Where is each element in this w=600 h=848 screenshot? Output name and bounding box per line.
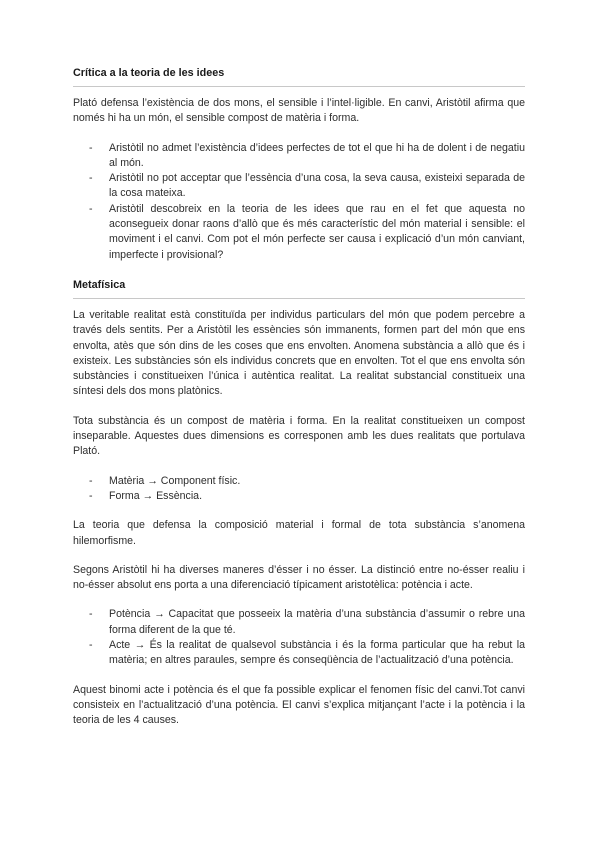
list-item: - Acte → És la realitat de qualsevol substància i és la forma particular que ha rebut la matèria; en altres paraules, sempre és conseqüència de l’actualització d’una potència. (89, 639, 525, 667)
bullet-marker: - (89, 608, 93, 621)
paragraph-substancia: Tota substància és un compost de matèria i forma. En la realitat constitueixen un compost inseparable. Aquestes dues dimensions es corresponen amb les dues realitats que portulava Plató. (73, 414, 525, 458)
heading-divider (73, 298, 525, 299)
list-item: - Forma → Essència. (73, 489, 525, 504)
bullet-list-materia-forma (73, 474, 525, 505)
paragraph-hilemorfisme: La teoria que defensa la composició material i formal de tota substància s’anomena hilemorfisme. (73, 519, 525, 547)
section-heading-critica: Crítica a la teoria de les idees (73, 67, 225, 79)
bullet-list-critica (73, 141, 525, 263)
bullet-marker: - (89, 474, 93, 487)
paragraph-binomi: Aquest binomi acte i potència és el que fa possible explicar el fenomen físic del canvi.Tot canvi consisteix en l’actualització d’una potència. El canvi s’explica mitjançant l’acte i la potència i la teoria de les 4 causes. (73, 683, 525, 727)
document-page (73, 66, 525, 729)
list-item: - Matèria → Component físic. (73, 474, 525, 489)
bullet-marker: - (89, 141, 93, 154)
list-item: - Potència → Capacitat que posseeix la matèria d’una substància d’assumir o rebre una forma diferent de la que té. (89, 608, 525, 636)
bullet-marker: - (89, 202, 93, 215)
bullet-marker: - (89, 639, 93, 652)
list-item: - Aristòtil no pot acceptar que l’essència d’una cosa, la seva causa, existeixi separada de la cosa mateixa. (89, 172, 525, 200)
bullet-list-potencia-acte (73, 607, 525, 668)
heading-divider (73, 86, 525, 87)
paragraph-intro: Plató defensa l’existència de dos mons, el sensible i l’intel·ligible. En canvi, Aristòtil afirma que només hi ha un món, el sensible compost de matèria i forma. (73, 97, 525, 125)
list-item: - Aristòtil descobreix en la teoria de les idees que rau en el fet que aquesta no aconsegueix donar raons d’allò que és més característic del món material i sensible: el moviment i el canvi. Com pot el món perfecte ser causa i explicació d’un món canviant, imperfecte i provisional? (89, 202, 525, 261)
list-item: - Aristòtil no admet l’existència d’idees perfectes de tot el que hi ha de dolent i de negatiu al món. (89, 141, 525, 169)
section-heading-metafisica: Metafísica (73, 278, 126, 291)
bullet-marker: - (89, 489, 93, 502)
bullet-marker: - (89, 172, 93, 185)
paragraph-esser: Segons Aristòtil hi ha diverses maneres d’ésser i no ésser. La distinció entre no-ésser realiu i no-ésser absolut ens porta a una diferenciació típicament aristotèlica: potència i acte. (73, 563, 525, 592)
paragraph-realitat: La veritable realitat està constituïda per individus particulars del món que podem percebre a través dels sentits. Per a Aristòtil les essències són immanents, formen part del món que ens envolta, atès que són dins de les coses que ens envolten. Anomena substància a allò que és i existeix. Les substàncies són els individus concrets que en envolten. Tot el que ens envolta són substàncies i constitueixen l’única i autèntica realitat. La realitat substancial constitueix una síntesi dels dos mons platònics. (73, 308, 525, 398)
